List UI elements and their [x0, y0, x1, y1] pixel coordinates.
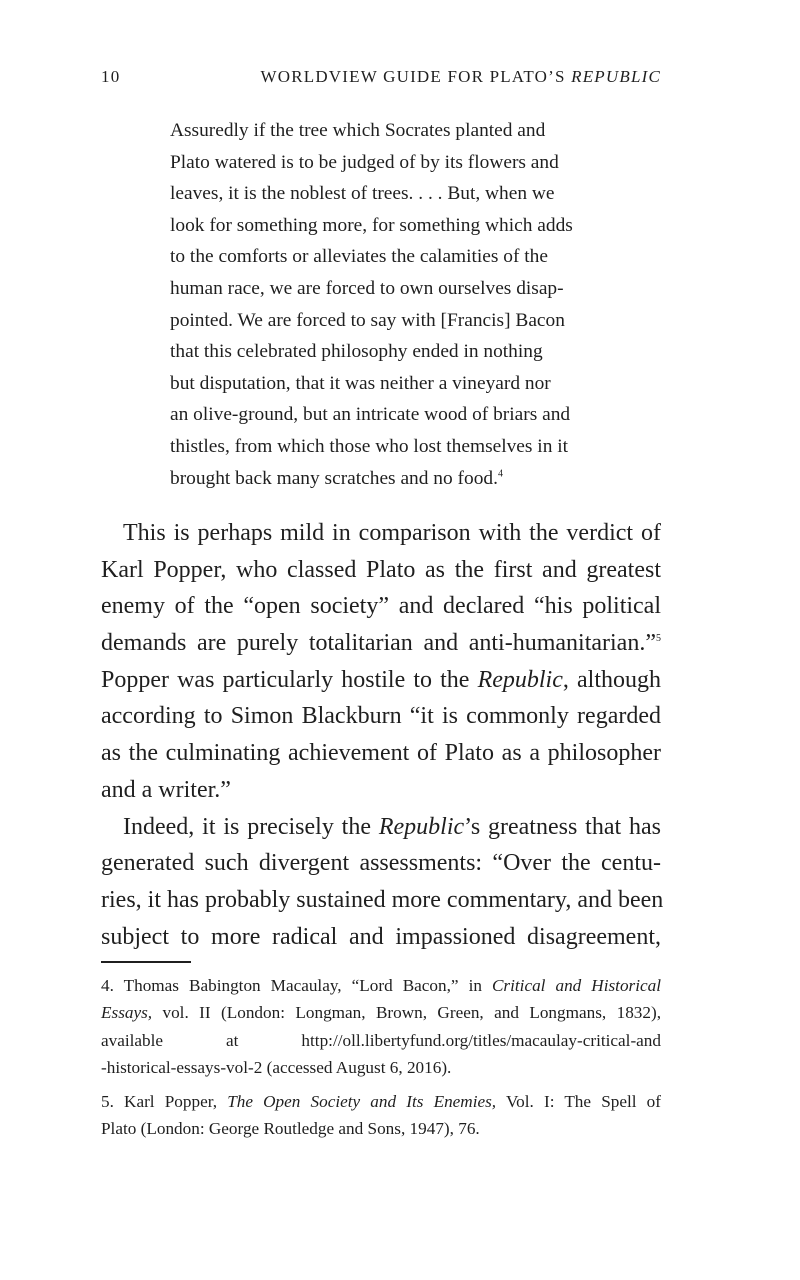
quote-line: an olive-ground, but an intricate wood of briars and: [170, 404, 571, 426]
quote-line: pointed. We are forced to say with [Francis] Bacon: [170, 309, 565, 331]
line-text: vol. II (London: Longman, Brown, Green, and Longmans, 1832),: [152, 1003, 661, 1023]
italic-title: Essays,: [101, 1003, 153, 1023]
quote-line: to the comforts or alleviates the calamities of the: [170, 246, 548, 268]
footnotes: [101, 972, 661, 1142]
running-title: [260, 66, 661, 88]
line-text: ’s greatness that has: [464, 813, 661, 840]
line-text: , although: [562, 666, 661, 693]
quote-line-text: brought back many scratches and no food.: [170, 467, 498, 489]
paragraph-1-line: according to Simon Blackburn “it is commonly regarded: [101, 703, 661, 730]
paragraph-1-line: [101, 625, 661, 662]
footnote-ref-4[interactable]: 4: [497, 468, 503, 480]
footnote-4-line: -historical-essays-vol-2 (accessed August 6, 2016).: [101, 1058, 452, 1078]
italic-title: Republic: [378, 813, 465, 840]
italic-title: Republic: [477, 666, 563, 693]
footnote-5-line: Plato (London: George Routledge and Sons, 1947), 76.: [101, 1118, 480, 1138]
footnote-divider: [101, 961, 191, 963]
paragraph-2-line: subject to more radical and impassioned disagreement,: [101, 923, 661, 950]
paragraph-1-line: [101, 515, 661, 552]
paragraph-2-line: generated such divergent assessments: “Over the centu-: [101, 850, 661, 877]
line-text: demands are purely totalitarian and anti-humanitarian.”: [101, 630, 656, 657]
quote-line: that this celebrated philosophy ended in nothing: [170, 341, 543, 363]
quote-line: Assuredly if the tree which Socrates planted and: [170, 120, 546, 141]
running-title-italic: REPUBLIC: [571, 67, 661, 86]
quote-line: [170, 463, 630, 495]
paragraph-1-line: Karl Popper, who classed Plato as the first and greatest: [101, 556, 661, 583]
paragraph-1-line: and a writer.”: [101, 776, 231, 803]
footnote-4-url-line[interactable]: available at http://oll.libertyfund.org/titles/macaulay-critical-and: [101, 1030, 661, 1050]
body-text: [101, 515, 664, 955]
line-text: 4. Thomas Babington Macaulay, “Lord Bacon,” in: [101, 976, 492, 995]
quote-line: thistles, from which those who lost themselves in it: [170, 435, 569, 457]
paragraph-2-line: [101, 809, 661, 846]
quote-line: look for something more, for something which adds: [170, 214, 573, 236]
running-title-text: WORLDVIEW GUIDE FOR PLATO’S: [260, 67, 572, 86]
footnote-ref-5[interactable]: 5: [656, 633, 661, 645]
footnote-4-line: [101, 999, 661, 1026]
line-text: Popper was particularly hostile to the: [101, 666, 478, 693]
page-number: 10: [101, 67, 121, 86]
italic-title: The Open Society and Its Enemies,: [227, 1091, 497, 1111]
line-text: 5. Karl Popper,: [101, 1091, 228, 1111]
paragraph-1-line: as the culminating achievement of Plato as a philosopher: [101, 740, 661, 767]
line-text: This is perhaps mild in comparison with the verdict of: [123, 520, 661, 546]
quote-line: human race, we are forced to own ourselves disap-: [170, 277, 564, 299]
quote-line: Plato watered is to be judged of by its flowers and: [170, 151, 559, 173]
paragraph-2-line: ries, it has probably sustained more commentary, and been: [101, 886, 664, 913]
line-text: Vol. I: The Spell of: [496, 1091, 661, 1111]
quote-line: but disputation, that it was neither a vineyard nor: [170, 372, 551, 394]
line-text: Indeed, it is precisely the: [123, 813, 379, 840]
italic-title: Critical and Historical: [491, 976, 661, 995]
paragraph-1-line: [101, 662, 661, 699]
block-quote: [170, 115, 630, 494]
footnote-4-line: [101, 972, 661, 999]
paragraph-1-line: enemy of the “open society” and declared “his political: [101, 593, 661, 620]
quote-line: leaves, it is the noblest of trees. . . . But, when we: [170, 183, 555, 205]
footnote-5-line: [101, 1088, 661, 1115]
